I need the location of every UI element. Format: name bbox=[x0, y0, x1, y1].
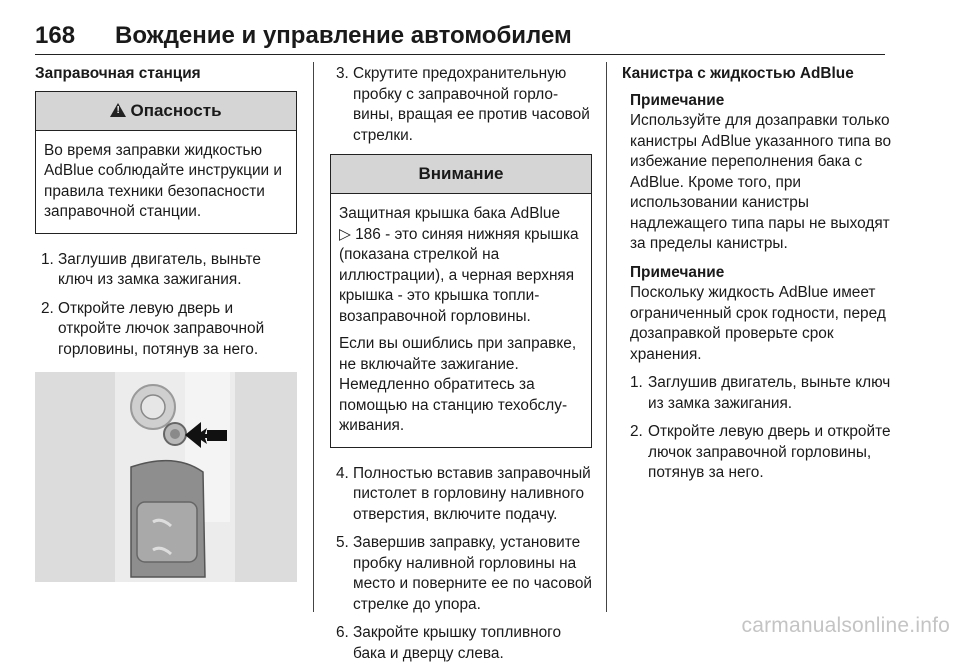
list-item: 2. Откройте левую дверь и откройте лючок заправочной горловины, потянув за него. bbox=[630, 423, 891, 481]
watermark: carmanualsonline.info bbox=[741, 614, 950, 637]
danger-heading bbox=[36, 92, 296, 131]
note bbox=[630, 91, 892, 255]
note-title: Примечание bbox=[630, 91, 725, 109]
section-title: Заправочная станция bbox=[35, 65, 201, 82]
list-item: 1. Заглушив двигатель, выньте ключ из замка зажигания. bbox=[41, 250, 261, 288]
list-item: 3. Скрутите предохранительную пробку с заправочной горловины, вращая ее против часовой стрелки. bbox=[336, 65, 590, 144]
column-left bbox=[35, 64, 297, 582]
list-item: 5. Завершив заправку, установите пробку наливной горловины на место и поверните ее по часовой стрелке до упора. bbox=[336, 534, 592, 613]
list-item: 4. Полностью вставив заправочный пистолет в горловину наливного отверстия, включите подачу. bbox=[336, 464, 591, 523]
column-right bbox=[622, 64, 892, 492]
note bbox=[630, 263, 892, 366]
caution-text: Защитная крышка бака AdBlue ▷ 186 - это синяя нижняя крышка (показана стрелкой на иллюстрации), а черная верхняя крышка - это крышка топливозаправочной горловины. bbox=[339, 205, 579, 325]
fuel-filler-illustration bbox=[35, 372, 297, 582]
section-title: Канистра с жидкостью AdBlue bbox=[622, 65, 854, 82]
warning-triangle-icon bbox=[110, 103, 126, 117]
column-divider bbox=[313, 62, 314, 612]
filler-cap-drawing bbox=[35, 372, 297, 582]
page-ref: 186 bbox=[355, 225, 381, 243]
page-ref-icon: ▷ bbox=[339, 225, 351, 243]
column-divider bbox=[606, 62, 607, 612]
page-title: Вождение и управление автомобилем bbox=[115, 22, 572, 49]
steps-list bbox=[330, 464, 592, 665]
danger-text: Во время заправки жидкостью AdBlue соблюдайте инструкции и правила техники безопасности заправочной станции. bbox=[44, 141, 283, 220]
note-text: Используйте для дозаправки только канистры AdBlue указанного типа во избежание переполнения бака с AdBlue. Кроме того, при использовании канистры надлежащего типа пары не выходят за пределы канистры. bbox=[630, 112, 892, 252]
page-header bbox=[35, 22, 885, 55]
note-title: Примечание bbox=[630, 263, 725, 281]
steps-list bbox=[35, 250, 297, 361]
list-item: 1. Заглушив двигатель, выньте ключ из замка зажигания. bbox=[630, 374, 891, 412]
steps-list bbox=[622, 373, 892, 484]
page-number: 168 bbox=[35, 22, 76, 49]
danger-box bbox=[35, 91, 297, 234]
list-item: 6. Закройте крышку топливного бака и дверцу слева. bbox=[336, 624, 562, 662]
steps-list bbox=[330, 64, 592, 146]
list-item: 2. Откройте левую дверь и откройте лючок заправочной горловины, потянув за него. bbox=[41, 299, 265, 358]
column-middle bbox=[330, 64, 592, 672]
note-text: Поскольку жидкость AdBlue имеет ограниченный срок годности, перед дозаправкой проверьте срок хранения. bbox=[630, 284, 886, 363]
caution-box bbox=[330, 154, 592, 448]
caution-heading: Внимание bbox=[331, 155, 591, 194]
caution-text: Если вы ошиблись при заправке, не включайте зажигание. Немедленно обратитесь за помощью на станцию техобслуживания. bbox=[339, 335, 577, 434]
danger-heading-text: Опасность bbox=[130, 100, 222, 120]
